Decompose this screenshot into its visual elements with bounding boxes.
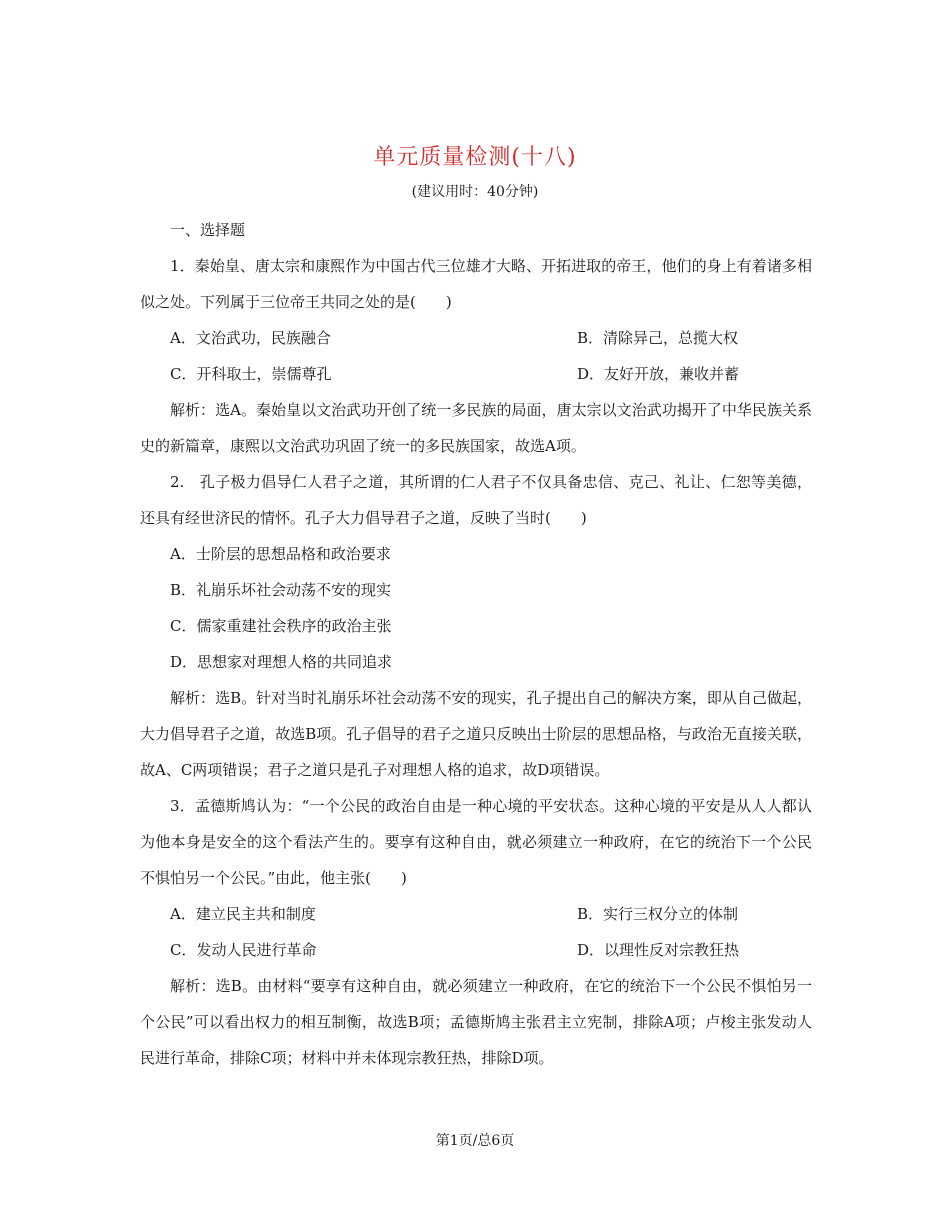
option-a: A．文治武功，民族融合 — [170, 329, 331, 347]
option-a: A．建立民主共和制度 — [170, 905, 316, 923]
option-d: D．友好开放，兼收并蓄 — [577, 365, 740, 383]
option-a: A．士阶层的思想品格和政治要求 — [170, 545, 391, 563]
document-body — [140, 212, 812, 1076]
option-c: C．发动人民进行革命 — [170, 941, 317, 959]
analysis-text: 解析：选B。针对当时礼崩乐坏社会动荡不安的现实，孔子提出自己的解决方案，即从自己做起，大力倡导君子之道，故选B项。孔子倡导的君子之道只反映出士阶层的思想品格，与政治无直接关联，故A、C两项错误；君子之道只是孔子对理想人格的追求，故D项错误。 — [140, 689, 812, 779]
option-b: B．礼崩乐坏社会动荡不安的现实 — [170, 581, 392, 599]
option-c: C．开科取士，崇儒尊孔 — [170, 365, 332, 383]
page-footer: 第1页/总6页 — [435, 1133, 515, 1149]
option-row — [140, 896, 812, 932]
option-row — [140, 356, 812, 392]
analysis-text: 解析：选A。秦始皇以文治武功开创了统一多民族的局面，唐太宗以文治武功揭开了中华民族关系史的新篇章，康熙以文治武功巩固了统一的多民族国家，故选A项。 — [140, 401, 812, 455]
option-b: B．清除异己，总揽大权 — [577, 329, 739, 347]
option-d: D．以理性反对宗教狂热 — [577, 941, 740, 959]
question-stem: 3．孟德斯鸠认为：“一个公民的政治自由是一种心境的平安状态。这种心境的平安是从人人都认为他本身是安全的这个看法产生的。要享有这种自由，就必须建立一种政府，在它的统治下一个公民不惧怕另一个公民。”由此，他主张( ) — [140, 797, 812, 887]
question-2 — [140, 464, 812, 788]
option-row — [140, 932, 812, 968]
option-d: D．思想家对理想人格的共同追求 — [170, 653, 393, 671]
section-heading: 一、选择题 — [170, 221, 246, 239]
option-b: B．实行三权分立的体制 — [577, 905, 739, 923]
option-c: C．儒家重建社会秩序的政治主张 — [170, 617, 392, 635]
question-stem: 1．秦始皇、唐太宗和康熙作为中国古代三位雄才大略、开拓进取的帝王，他们的身上有着诸多相似之处。下列属于三位帝王共同之处的是( ) — [140, 257, 812, 311]
question-3 — [140, 788, 812, 1076]
question-stem: 2. 孔子极力倡导仁人君子之道，其所谓的仁人君子不仅具备忠信、克己、礼让、仁恕等美德，还具有经世济民的情怀。孔子大力倡导君子之道，反映了当时( ) — [140, 473, 812, 527]
analysis-text: 解析：选B。由材料“要享有这种自由，就必须建立一种政府，在它的统治下一个公民不惧怕另一个公民”可以看出权力的相互制衡，故选B项；孟德斯鸠主张君主立宪制，排除A项；卢梭主张发动人民进行革命，排除C项；材料中并未体现宗教狂热，排除D项。 — [140, 977, 812, 1067]
question-1 — [140, 248, 812, 464]
page-title: 单元质量检测(十八) — [373, 145, 577, 170]
page-subtitle: (建议用时：40分钟) — [411, 184, 539, 200]
option-row — [140, 320, 812, 356]
